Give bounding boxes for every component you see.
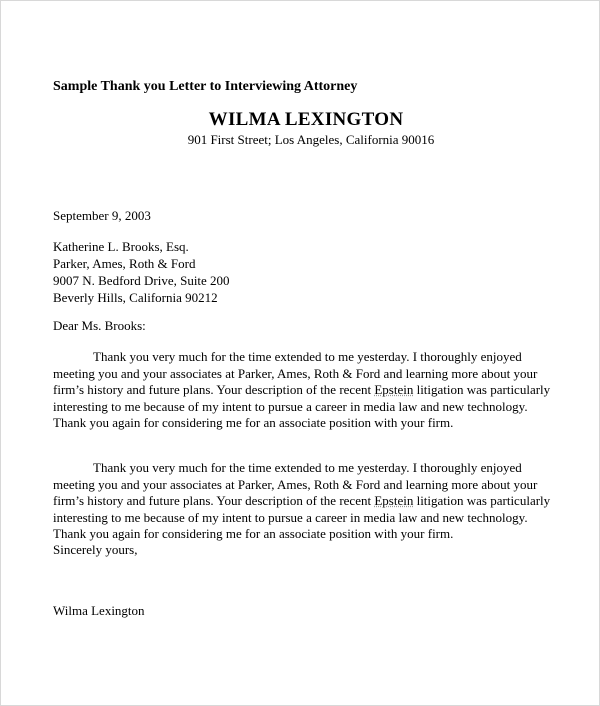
closing: Sincerely yours,	[53, 542, 138, 557]
paragraph-line: Thank you again for considering me for an associate position with your firm.	[53, 526, 454, 541]
recipient-name: Katherine L. Brooks, Esq.	[53, 239, 189, 254]
paragraph-line: Thank you very much for the time extended to me yesterday. I thoroughly enjoyed	[93, 349, 522, 364]
spellcheck-word: Epstein	[374, 493, 414, 508]
recipient-firm: Parker, Ames, Roth & Ford	[53, 256, 196, 271]
recipient-block	[53, 238, 230, 306]
paragraph-line: meeting you and your associates at Parker, Ames, Roth & Ford and learning more about your	[53, 365, 538, 381]
document-heading: Sample Thank you Letter to Interviewing Attorney	[53, 79, 358, 94]
signature: Wilma Lexington	[53, 603, 145, 618]
spellcheck-word: Epstein	[374, 382, 414, 397]
paragraph-line: interesting to me because of my intent to pursue a career in media law and new technology.	[53, 509, 528, 525]
sender-address: 901 First Street; Los Angeles, California 90016	[187, 132, 435, 147]
paragraph-line: Thank you again for considering me for an associate position with your firm.	[53, 415, 454, 430]
paragraph-line: Thank you very much for the time extended to me yesterday. I thoroughly enjoyed	[93, 460, 522, 475]
paragraph-line: firm’s history and future plans. Your description of the recent Epstein litigation was particularly	[53, 382, 551, 397]
paragraph-line: meeting you and your associates at Parker, Ames, Roth & Ford and learning more about your	[53, 476, 538, 492]
recipient-street: 9007 N. Bedford Drive, Suite 200	[53, 273, 230, 288]
letter-date: September 9, 2003	[53, 208, 151, 223]
salutation: Dear Ms. Brooks:	[53, 318, 146, 333]
paragraph-line: interesting to me because of my intent to pursue a career in media law and new technology.	[53, 398, 528, 414]
paragraph-2	[53, 459, 568, 542]
paragraph-line: firm’s history and future plans. Your description of the recent Epstein litigation was particularly	[53, 493, 551, 508]
recipient-city: Beverly Hills, California 90212	[53, 290, 218, 305]
paragraph-1	[53, 348, 568, 431]
sender-name: WILMA LEXINGTON	[208, 109, 404, 130]
